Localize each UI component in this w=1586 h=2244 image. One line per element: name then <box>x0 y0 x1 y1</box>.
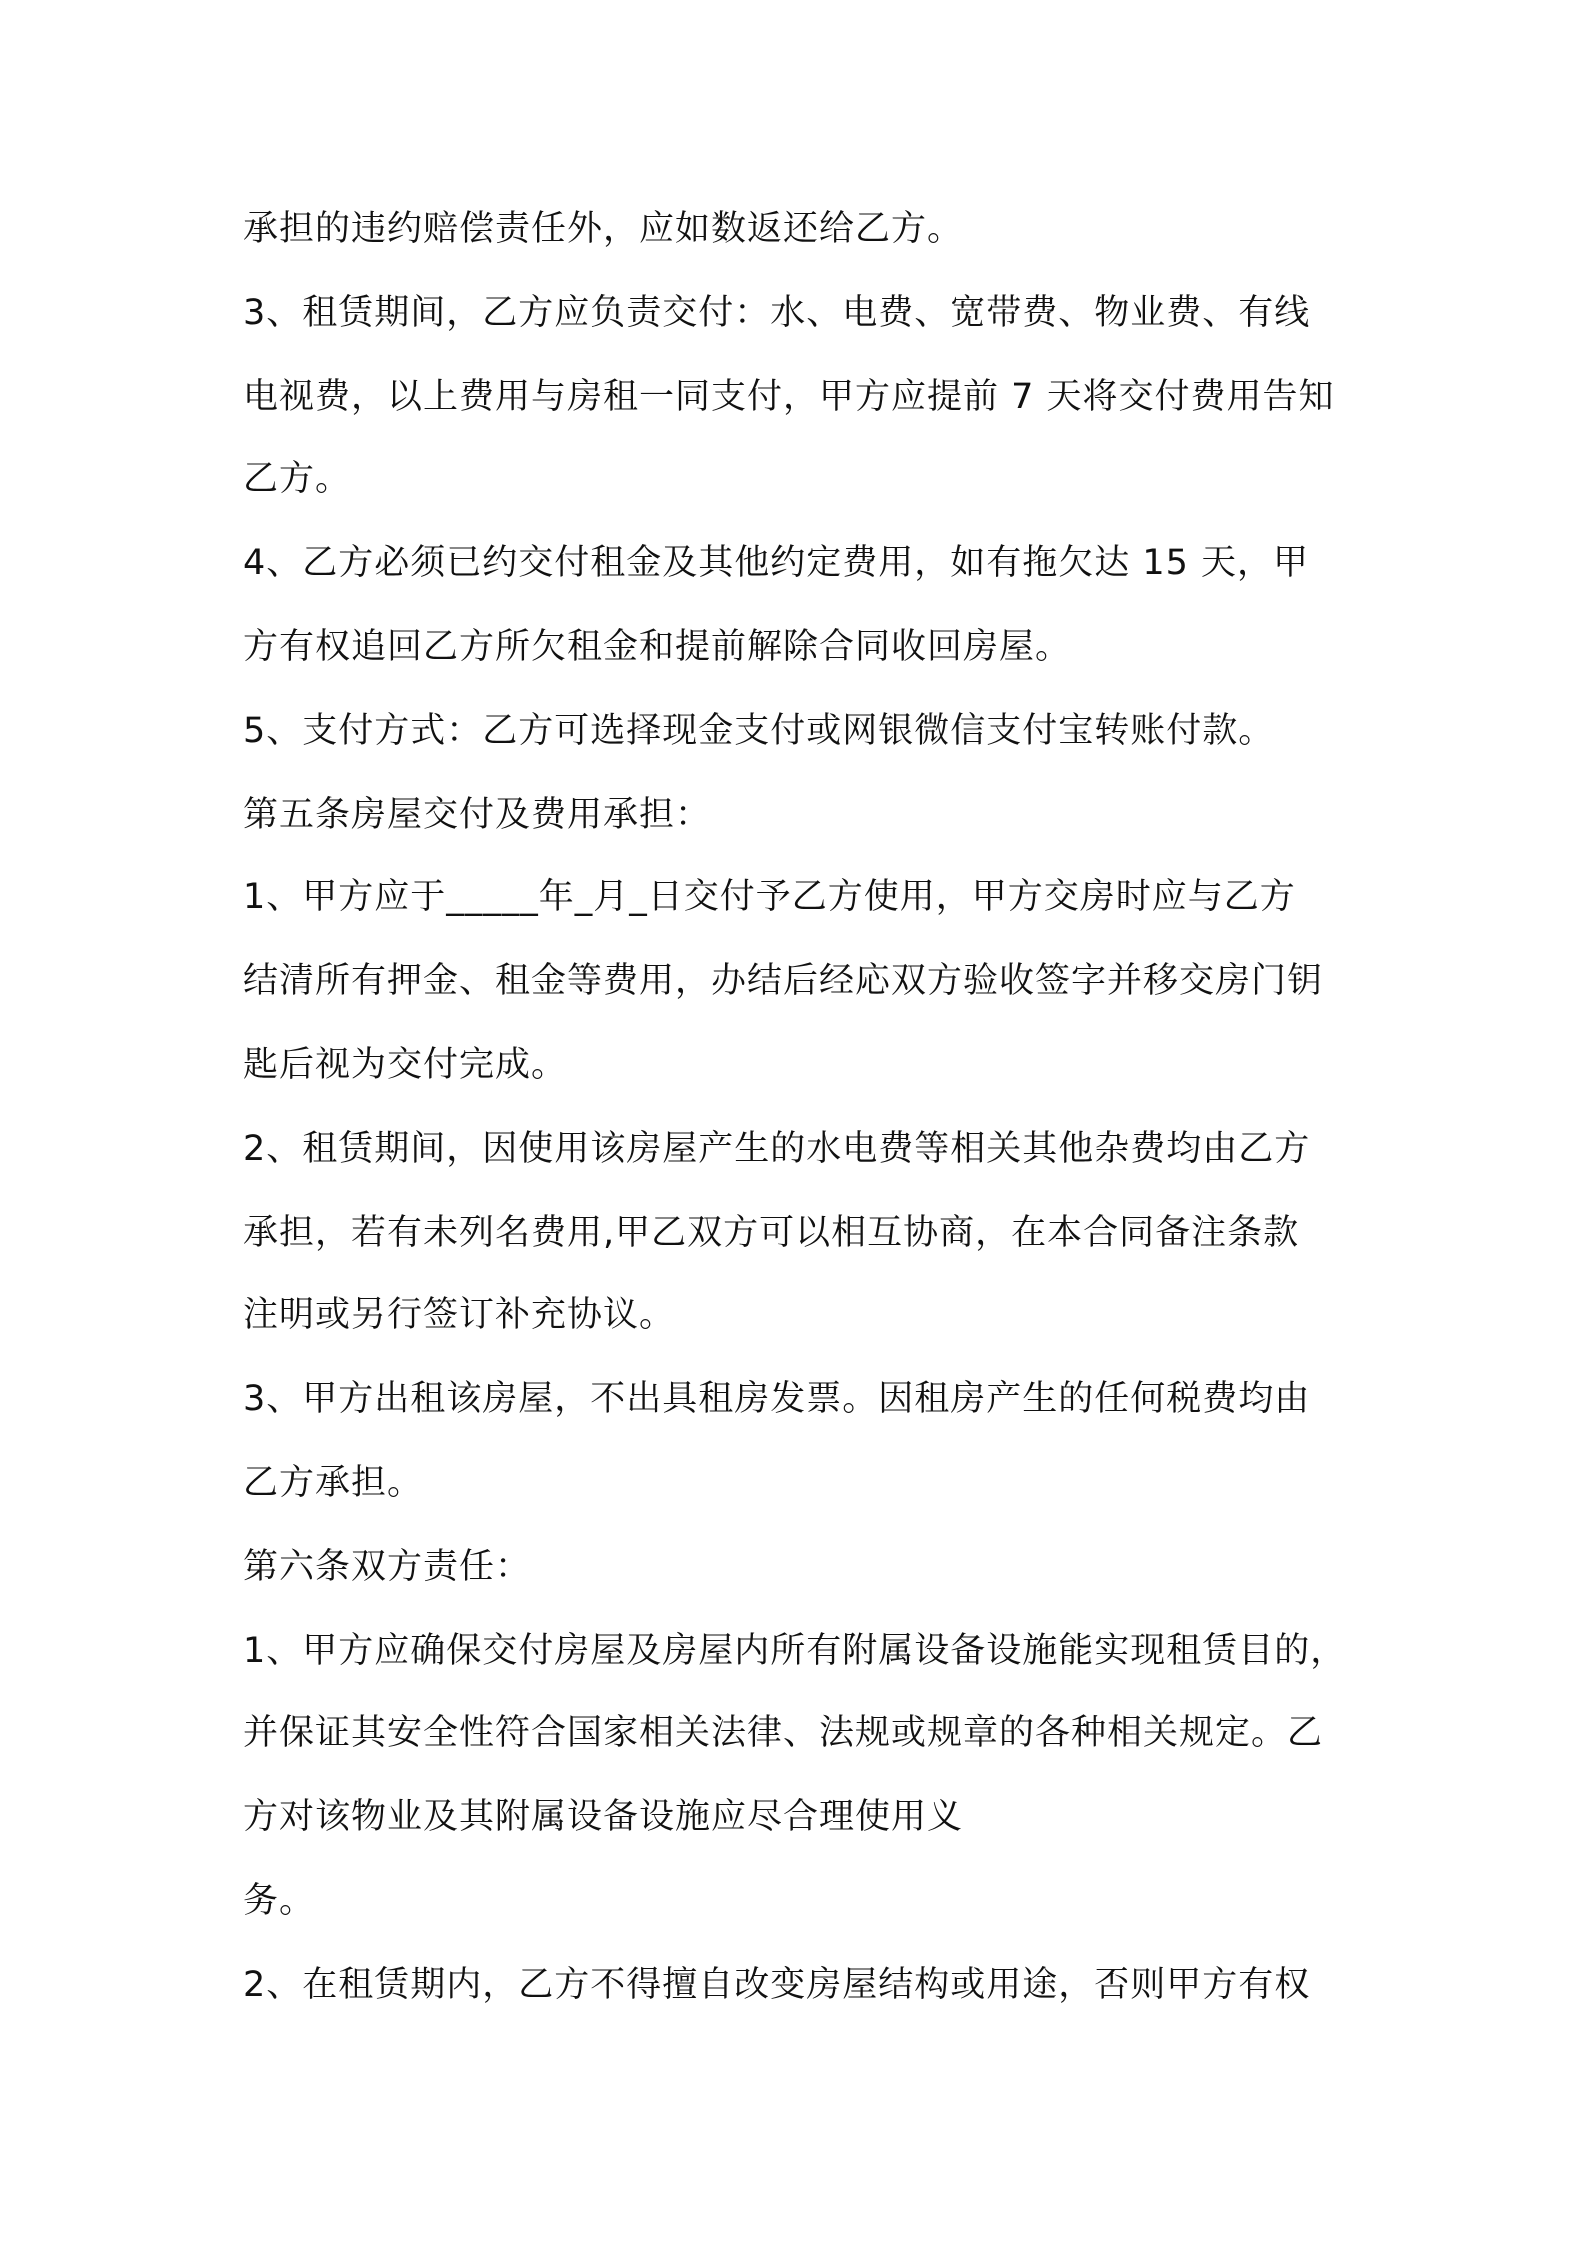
text-line-11: 匙后视为交付完成。 <box>243 1045 568 1085</box>
text-line-5: 4、乙方必须已约交付租金及其他约定费用，如有拖欠达 15 天，甲 <box>243 543 1310 583</box>
text-line-15: 3、甲方出租该房屋，不出具租房发票。因租房产生的任何税费均由 <box>243 1379 1311 1419</box>
text-line-2: 3、租赁期间，乙方应负责交付：水、电费、宽带费、物业费、有线 <box>243 293 1311 333</box>
text-line-16: 乙方承担。 <box>243 1463 424 1503</box>
text-line-19: 并保证其安全性符合国家相关法律、法规或规章的各种相关规定。乙 <box>243 1713 1324 1753</box>
text-line-14: 注明或另行签订补充协议。 <box>243 1295 676 1335</box>
text-line-6: 方有权追回乙方所欠租金和提前解除合同收回房屋。 <box>243 627 1072 667</box>
section-heading-6: 第六条双方责任： <box>243 1547 532 1587</box>
text-line-20: 方对该物业及其附属设备设施应尽合理使用义 <box>243 1797 964 1837</box>
text-line-7: 5、支付方式：乙方可选择现金支付或网银微信支付宝转账付款。 <box>243 711 1275 751</box>
text-line-9: 1、甲方应于_____年_月_日交付予乙方使用，甲方交房时应与乙方 <box>243 877 1296 917</box>
text-line-4: 乙方。 <box>243 459 352 499</box>
section-heading-5: 第五条房屋交付及费用承担： <box>243 795 712 835</box>
text-line-10: 结清所有押金、租金等费用，办结后经応双方验收签字并移交房门钥 <box>243 961 1324 1001</box>
text-line-1: 承担的违约赔偿责任外，应如数返还给乙方。 <box>243 209 964 249</box>
text-line-22: 2、在租赁期内，乙方不得擅自改变房屋结构或用途，否则甲方有权 <box>243 1965 1311 2005</box>
text-line-3: 电视费，以上费用与房租一同支付，甲方应提前 7 天将交付费用告知 <box>243 377 1335 417</box>
text-line-21: 务。 <box>243 1881 316 1921</box>
text-line-12: 2、租赁期间，因使用该房屋产生的水电费等相关其他杂费均由乙方 <box>243 1129 1311 1169</box>
text-line-13: 承担，若有未列名费用,甲乙双方可以相互协商，在本合同备注条款 <box>243 1213 1300 1253</box>
text-line-18: 1、甲方应确保交付房屋及房屋内所有附属设备设施能实现租赁目的， <box>243 1631 1347 1671</box>
